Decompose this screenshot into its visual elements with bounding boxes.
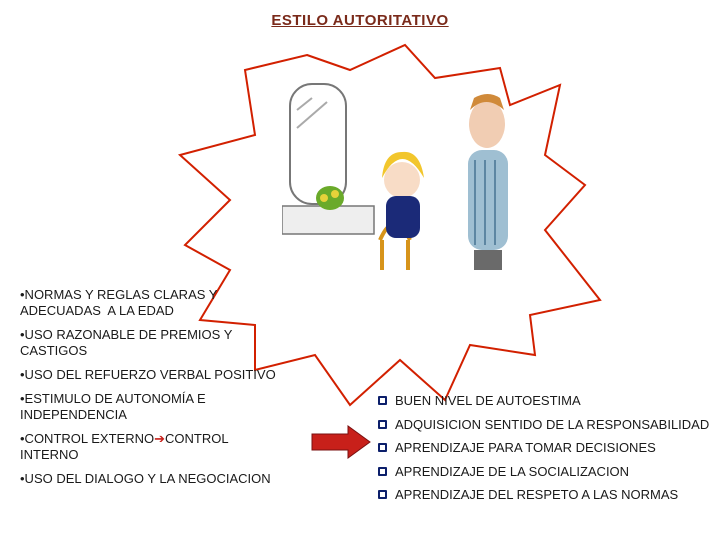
- parent-child-illustration: [282, 80, 526, 270]
- square-bullet-icon: [378, 467, 387, 476]
- right-list: [378, 389, 720, 507]
- result-text: APRENDIZAJE PARA TOMAR DECISIONES: [395, 440, 656, 456]
- result-item: [378, 460, 720, 484]
- result-text: APRENDIZAJE DEL RESPETO A LAS NORMAS: [395, 487, 679, 503]
- result-item: [378, 389, 720, 413]
- square-bullet-icon: [378, 420, 387, 429]
- left-item: •USO RAZONABLE DE PREMIOS Y CASTIGOS: [20, 327, 233, 358]
- square-bullet-icon: [378, 490, 387, 499]
- result-text: ADQUISICION SENTIDO DE LA RESPONSABILIDAD: [395, 416, 710, 432]
- result-item: [378, 483, 720, 507]
- result-text: BUEN NIVEL DE AUTOESTIMA: [395, 393, 581, 409]
- right-arrow-icon: [310, 425, 372, 459]
- result-item: [378, 436, 720, 460]
- result-item: [378, 413, 720, 437]
- result-text: APRENDIZAJE DE LA SOCIALIZACION: [395, 463, 630, 479]
- left-list: [20, 287, 320, 495]
- square-bullet-icon: [378, 396, 387, 405]
- square-bullet-icon: [378, 443, 387, 452]
- left-item: •ESTIMULO DE AUTONOMÍA E INDEPENDENCIA: [20, 391, 206, 422]
- slide-title: ESTILO AUTORITATIVO: [271, 12, 449, 29]
- left-item: •USO DEL DIALOGO Y LA NEGOCIACION: [20, 471, 271, 486]
- left-item: •USO DEL REFUERZO VERBAL POSITIVO: [20, 367, 276, 382]
- left-item: •NORMAS Y REGLAS CLARAS Y ADECUADAS A LA EDAD: [20, 287, 218, 318]
- left-item: •CONTROL EXTERNO➔CONTROL INTERNO: [20, 431, 229, 462]
